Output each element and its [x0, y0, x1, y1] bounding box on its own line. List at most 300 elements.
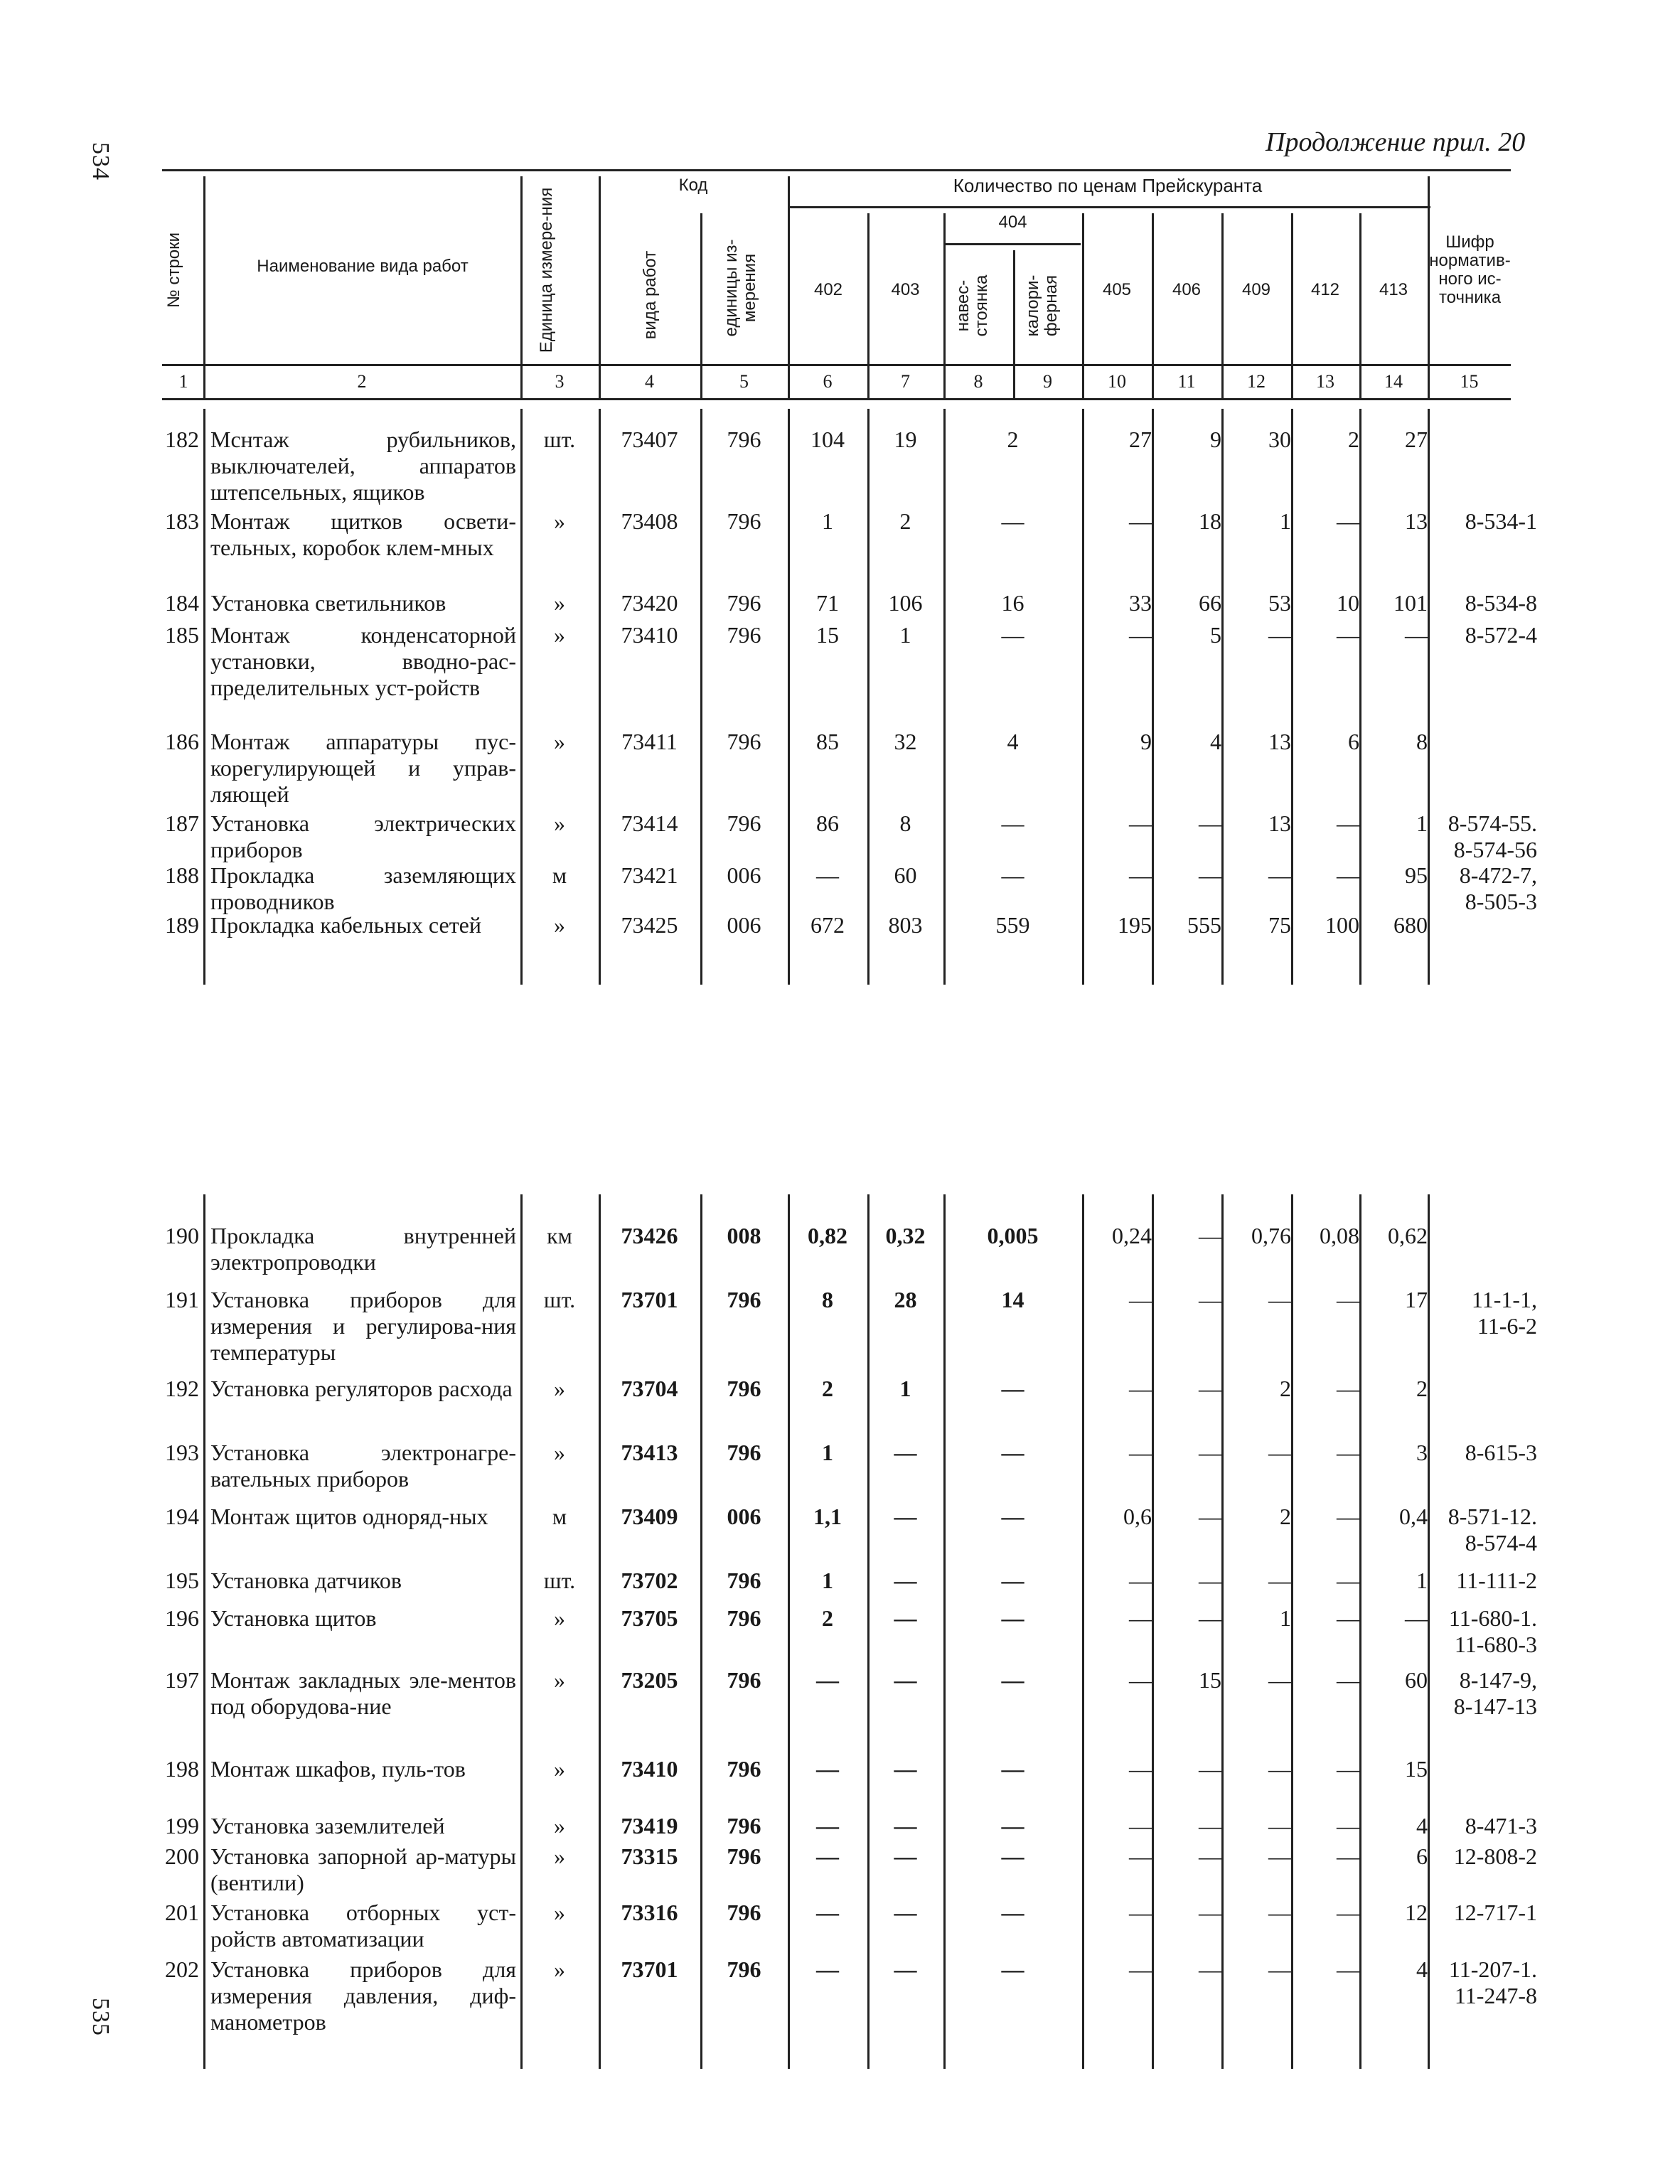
cell-p404: —: [1001, 1568, 1024, 1593]
cell-name: Установка светильников: [210, 590, 446, 616]
cell-p412: 100: [1325, 912, 1359, 938]
header-vline: [867, 213, 870, 398]
cell-n: 202: [165, 1956, 199, 1982]
cell-n: 192: [165, 1376, 199, 1401]
colnum: 6: [823, 371, 833, 392]
cell-p404: —: [1001, 1667, 1024, 1693]
cell-unit: »: [554, 508, 565, 534]
cell-p404: 0,005: [987, 1223, 1039, 1248]
cell-p405: —: [1129, 1956, 1152, 1982]
cell-p403: 32: [894, 729, 917, 754]
cell-name: Монтаж шкафов, пуль-тов: [210, 1756, 466, 1782]
cell-ucode: 796: [727, 1440, 761, 1465]
cell-p402: —: [816, 862, 839, 888]
cell-p405: —: [1129, 1440, 1152, 1465]
header-vline: [943, 213, 946, 398]
cell-ucode: 796: [727, 729, 761, 754]
header-unit: Единица измере-ния: [537, 187, 556, 353]
cell-p404: 4: [1007, 729, 1019, 754]
cell-n: 200: [165, 1843, 199, 1869]
cell-p405: —: [1129, 810, 1152, 836]
header-p405: 405: [1102, 280, 1132, 299]
cell-n: 191: [165, 1287, 199, 1312]
cell-p412: —: [1337, 810, 1359, 836]
header-vline: [520, 176, 523, 398]
cell-p412: 10: [1337, 590, 1359, 616]
cell-code: 73421: [621, 862, 678, 888]
cell-n: 190: [165, 1223, 199, 1248]
cell-src: 11-680-1. 11-680-3: [1448, 1605, 1537, 1657]
cell-p409: —: [1268, 1813, 1291, 1838]
cell-p402: 85: [816, 729, 839, 754]
cell-p413: 12: [1405, 1900, 1428, 1925]
cell-name: Монтаж щитов одноряд-ных: [210, 1504, 488, 1529]
cell-code: 73701: [621, 1287, 678, 1312]
cell-ucode: 796: [727, 1900, 761, 1925]
cell-ucode: 796: [727, 1956, 761, 1982]
cell-p402: 1: [822, 1568, 833, 1593]
header-vline: [203, 176, 205, 398]
column-rule: [1082, 1194, 1084, 2069]
cell-p402: 71: [816, 590, 839, 616]
cell-p412: 6: [1348, 729, 1359, 754]
header-p404-shed: навес-стоянка: [953, 274, 991, 337]
cell-code: 73410: [621, 622, 678, 648]
cell-p402: 8: [822, 1287, 833, 1312]
cell-p409: —: [1268, 1568, 1291, 1593]
column-rule: [203, 1194, 205, 2069]
cell-code: 73702: [621, 1568, 678, 1593]
cell-code: 73410: [621, 1756, 678, 1782]
cell-n: 183: [165, 508, 199, 534]
cell-p409: 0,76: [1251, 1223, 1291, 1248]
column-rule: [1152, 1194, 1154, 2069]
cell-p402: —: [816, 1813, 839, 1838]
cell-n: 194: [165, 1504, 199, 1529]
cell-p406: 4: [1210, 729, 1221, 754]
cell-p413: 15: [1405, 1756, 1428, 1782]
cell-p403: 1: [899, 1376, 911, 1401]
cell-p403: 2: [899, 508, 911, 534]
cell-src: 8-471-3: [1465, 1813, 1537, 1838]
header-vline: [1082, 213, 1084, 398]
cell-p413: 17: [1405, 1287, 1428, 1312]
colnum: 5: [739, 371, 749, 392]
cell-p409: 30: [1268, 427, 1291, 452]
cell-n: 184: [165, 590, 199, 616]
cell-name: Монтаж закладных эле-ментов под оборудова-ние: [210, 1667, 516, 1719]
cell-ucode: 796: [727, 508, 761, 534]
cell-code: 73425: [621, 912, 678, 938]
column-rule: [1291, 1194, 1293, 2069]
cell-p402: 672: [810, 912, 845, 938]
cell-unit: »: [554, 1440, 565, 1465]
cell-p413: 3: [1416, 1440, 1428, 1465]
cell-p403: —: [894, 1956, 917, 1982]
header-p402: 402: [813, 280, 843, 299]
colnum: 9: [1043, 371, 1052, 392]
cell-p405: 9: [1140, 729, 1152, 754]
cell-p413: 0,4: [1399, 1504, 1428, 1529]
cell-p404: —: [1001, 1756, 1024, 1782]
cell-p413: 2: [1416, 1376, 1428, 1401]
header-code-unit: единицы из-мерения: [722, 239, 759, 337]
cell-p412: —: [1337, 1843, 1359, 1869]
cell-n: 196: [165, 1605, 199, 1631]
cell-name: Монтаж аппаратуры пус-корегулирующей и управ-ляющей: [210, 729, 516, 807]
cell-p403: —: [894, 1900, 917, 1925]
cell-ucode: 796: [727, 1843, 761, 1869]
header-code: Код: [678, 176, 708, 195]
cell-unit: »: [554, 1605, 565, 1631]
cell-p406: —: [1199, 1843, 1221, 1869]
column-rule: [788, 1194, 790, 2069]
cell-code: 73315: [621, 1843, 678, 1869]
cell-name: Установка запорной ар-матуры (вентили): [210, 1843, 516, 1895]
cell-src: 8-615-3: [1465, 1440, 1537, 1465]
header-bottom-rule: [162, 364, 1511, 366]
cell-p412: —: [1337, 1900, 1359, 1925]
cell-p413: 95: [1405, 862, 1428, 888]
cell-ucode: 796: [727, 590, 761, 616]
cell-p404: —: [1001, 508, 1024, 534]
cell-p402: —: [816, 1843, 839, 1869]
cell-p403: —: [894, 1756, 917, 1782]
cell-p405: 0,24: [1112, 1223, 1152, 1248]
p404-subheader-rule: [946, 243, 1081, 245]
header-p404-calorifer: калори-ферная: [1023, 274, 1061, 337]
colnum: 12: [1247, 371, 1266, 392]
cell-p405: —: [1129, 1900, 1152, 1925]
column-rule: [1359, 409, 1361, 985]
cell-p404: —: [1001, 1843, 1024, 1869]
cell-ucode: 796: [727, 622, 761, 648]
column-rule: [203, 409, 205, 985]
cell-p413: 4: [1416, 1813, 1428, 1838]
cell-p403: —: [894, 1568, 917, 1593]
cell-unit: »: [554, 622, 565, 648]
cell-src: 8-534-8: [1465, 590, 1537, 616]
running-head: Продолжение прил. 20: [1266, 127, 1526, 157]
cell-p403: —: [894, 1667, 917, 1693]
cell-ucode: 796: [727, 1756, 761, 1782]
cell-src: 8-472-7, 8-505-3: [1459, 862, 1537, 914]
cell-n: 189: [165, 912, 199, 938]
cell-n: 198: [165, 1756, 199, 1782]
cell-p404: —: [1001, 622, 1024, 648]
cell-p406: 9: [1210, 427, 1221, 452]
cell-p405: 0,6: [1123, 1504, 1152, 1529]
cell-src: 8-572-4: [1465, 622, 1537, 648]
cell-p404: —: [1001, 862, 1024, 888]
column-rule: [700, 409, 702, 985]
cell-p405: —: [1129, 622, 1152, 648]
cell-unit: »: [554, 1756, 565, 1782]
cell-p404: —: [1001, 1440, 1024, 1465]
cell-p405: —: [1129, 508, 1152, 534]
header-qty: Количество по ценам Прейскуранта: [953, 175, 1263, 196]
cell-p412: —: [1337, 1813, 1359, 1838]
header-vline: [1359, 213, 1361, 398]
cell-p403: —: [894, 1504, 917, 1529]
colnum: 7: [901, 371, 910, 392]
column-rule: [867, 1194, 870, 2069]
cell-p405: —: [1129, 1287, 1152, 1312]
cell-p409: 13: [1268, 729, 1291, 754]
cell-n: 187: [165, 810, 199, 836]
header-p404: 404: [998, 213, 1027, 232]
cell-p404: —: [1001, 1813, 1024, 1838]
cell-p406: —: [1199, 1287, 1221, 1312]
cell-p405: —: [1129, 862, 1152, 888]
cell-p404: —: [1001, 810, 1024, 836]
cell-code: 73316: [621, 1900, 678, 1925]
page-number-top: 534: [87, 142, 114, 181]
column-rule: [1428, 1194, 1430, 2069]
cell-p403: 0,32: [885, 1223, 926, 1248]
cell-p405: 33: [1129, 590, 1152, 616]
cell-p402: —: [816, 1900, 839, 1925]
cell-n: 195: [165, 1568, 199, 1593]
cell-p402: —: [816, 1756, 839, 1782]
cell-ucode: 796: [727, 1813, 761, 1838]
column-rule: [1221, 409, 1224, 985]
cell-p406: —: [1199, 1504, 1221, 1529]
cell-unit: »: [554, 1376, 565, 1401]
header-vline: [1221, 213, 1224, 398]
cell-name: Установка заземлителей: [210, 1813, 445, 1838]
cell-p413: 13: [1405, 508, 1428, 534]
cell-p404: —: [1001, 1504, 1024, 1529]
cell-n: 182: [165, 427, 199, 452]
cell-p404: —: [1001, 1900, 1024, 1925]
cell-p406: 5: [1210, 622, 1221, 648]
cell-src: 8-534-1: [1465, 508, 1537, 534]
cell-p409: 1: [1280, 508, 1291, 534]
cell-p403: 106: [888, 590, 923, 616]
cell-code: 73408: [621, 508, 678, 534]
colnum: 11: [1177, 371, 1196, 392]
cell-name: Установка отборных уст-ройств автоматизации: [210, 1900, 516, 1952]
cell-code: 73701: [621, 1956, 678, 1982]
cell-p409: 13: [1268, 810, 1291, 836]
cell-p409: 75: [1268, 912, 1291, 938]
cell-name: Установка электронагре-вательных приборов: [210, 1440, 516, 1492]
cell-p409: —: [1268, 862, 1291, 888]
cell-p412: —: [1337, 1504, 1359, 1529]
cell-p406: —: [1199, 1605, 1221, 1631]
cell-unit: шт.: [543, 1287, 576, 1312]
page-number-bottom: 535: [87, 1998, 114, 2036]
cell-p402: 2: [822, 1376, 833, 1401]
cell-p413: 680: [1393, 912, 1428, 938]
cell-ucode: 006: [727, 912, 761, 938]
cell-name: Прокладка заземляющих проводников: [210, 862, 516, 914]
cell-p409: —: [1268, 1440, 1291, 1465]
header-p406: 406: [1172, 280, 1202, 299]
cell-p404: 559: [995, 912, 1030, 938]
cell-p412: 0,08: [1320, 1223, 1359, 1248]
header-work-name: Наименование вида работ: [257, 257, 469, 276]
cell-p412: —: [1337, 1956, 1359, 1982]
cell-ucode: 796: [727, 810, 761, 836]
cell-ucode: 796: [727, 1667, 761, 1693]
cell-name: Установка приборов для измерения давления, диф-манометров: [210, 1956, 516, 2035]
cell-p402: 15: [816, 622, 839, 648]
cell-p413: 6: [1416, 1843, 1428, 1869]
cell-p412: —: [1337, 1287, 1359, 1312]
cell-p403: —: [894, 1605, 917, 1631]
cell-ucode: 796: [727, 1605, 761, 1631]
cell-p405: —: [1129, 1813, 1152, 1838]
column-rule: [943, 1194, 946, 2069]
cell-n: 201: [165, 1900, 199, 1925]
cell-p409: —: [1268, 1956, 1291, 1982]
cell-n: 193: [165, 1440, 199, 1465]
cell-p412: —: [1337, 1756, 1359, 1782]
cell-code: 73409: [621, 1504, 678, 1529]
column-rule: [1221, 1194, 1224, 2069]
colnum: 10: [1108, 371, 1126, 392]
cell-p406: 18: [1199, 508, 1221, 534]
cell-p413: —: [1405, 1605, 1428, 1631]
column-rule: [599, 409, 601, 985]
cell-p406: —: [1199, 1813, 1221, 1838]
cell-code: 73407: [621, 427, 678, 452]
cell-unit: м: [552, 862, 567, 888]
cell-src: 12-808-2: [1453, 1843, 1537, 1869]
cell-n: 188: [165, 862, 199, 888]
cell-name: Мснтаж рубильников, выключателей, аппаратов штепсельных, ящиков: [210, 427, 516, 505]
cell-ucode: 796: [727, 1287, 761, 1312]
cell-name: Установка электрических приборов: [210, 810, 516, 862]
cell-p405: —: [1129, 1568, 1152, 1593]
cell-p402: —: [816, 1667, 839, 1693]
cell-n: 185: [165, 622, 199, 648]
cell-name: Установка щитов: [210, 1605, 377, 1631]
header-vline: [700, 213, 702, 398]
colnum: 15: [1460, 371, 1479, 392]
cell-p402: 1: [822, 1440, 833, 1465]
header-top-rule: [162, 169, 1511, 171]
column-rule: [788, 409, 790, 985]
cell-p413: 101: [1393, 590, 1428, 616]
cell-p413: 60: [1405, 1667, 1428, 1693]
cell-p412: —: [1337, 1605, 1359, 1631]
cell-p412: —: [1337, 862, 1359, 888]
cell-p405: —: [1129, 1843, 1152, 1869]
cell-p406: 15: [1199, 1667, 1221, 1693]
column-rule: [599, 1194, 601, 2069]
cell-n: 186: [165, 729, 199, 754]
cell-p404: —: [1001, 1956, 1024, 1982]
colnum-bottom-rule: [162, 398, 1511, 400]
cell-p409: 1: [1280, 1605, 1291, 1631]
cell-p403: 8: [899, 810, 911, 836]
cell-unit: м: [552, 1504, 567, 1529]
cell-ucode: 796: [727, 1568, 761, 1593]
column-rule: [1291, 409, 1293, 985]
cell-p413: 0,62: [1388, 1223, 1428, 1248]
cell-code: 73413: [621, 1440, 678, 1465]
cell-p406: 66: [1199, 590, 1221, 616]
cell-p402: 86: [816, 810, 839, 836]
cell-p412: —: [1337, 1667, 1359, 1693]
column-rule: [1359, 1194, 1361, 2069]
cell-code: 73420: [621, 590, 678, 616]
header-vline: [599, 176, 601, 398]
cell-name: Монтаж щитков освети-тельных, коробок клем-мных: [210, 508, 516, 560]
cell-p406: 555: [1187, 912, 1221, 938]
cell-p405: —: [1129, 1605, 1152, 1631]
cell-p413: 8: [1416, 729, 1428, 754]
cell-p412: —: [1337, 1376, 1359, 1401]
cell-p412: —: [1337, 622, 1359, 648]
cell-name: Прокладка внутренней электропроводки: [210, 1223, 516, 1275]
cell-p406: —: [1199, 1956, 1221, 1982]
cell-unit: км: [547, 1223, 572, 1248]
cell-p412: 2: [1348, 427, 1359, 452]
cell-unit: »: [554, 810, 565, 836]
header-vline: [1152, 213, 1154, 398]
column-rule: [520, 409, 523, 985]
cell-p402: 2: [822, 1605, 833, 1631]
cell-ucode: 006: [727, 1504, 761, 1529]
cell-unit: »: [554, 590, 565, 616]
cell-p404: 2: [1007, 427, 1019, 452]
cell-p409: —: [1268, 1287, 1291, 1312]
column-rule: [700, 1194, 702, 2069]
cell-p413: 1: [1416, 1568, 1428, 1593]
cell-p405: 195: [1118, 912, 1152, 938]
header-vline: [1291, 213, 1293, 398]
cell-p402: 1,1: [813, 1504, 842, 1529]
cell-p409: —: [1268, 1900, 1291, 1925]
column-rule: [943, 409, 946, 985]
cell-p412: —: [1337, 1568, 1359, 1593]
column-rule: [520, 1194, 523, 2069]
cell-p406: —: [1199, 1756, 1221, 1782]
cell-p403: —: [894, 1843, 917, 1869]
cell-n: 197: [165, 1667, 199, 1693]
cell-p405: —: [1129, 1756, 1152, 1782]
cell-p412: —: [1337, 1440, 1359, 1465]
cell-name: Установка приборов для измерения и регулирова-ния температуры: [210, 1287, 516, 1365]
cell-p404: 14: [1001, 1287, 1024, 1312]
cell-p402: 0,82: [808, 1223, 847, 1248]
cell-p404: —: [1001, 1376, 1024, 1401]
cell-ucode: 796: [727, 1376, 761, 1401]
cell-src: 12-717-1: [1453, 1900, 1537, 1925]
colnum: 3: [555, 371, 565, 392]
cell-code: 73419: [621, 1813, 678, 1838]
cell-p403: 1: [899, 622, 911, 648]
colnum: 4: [645, 371, 654, 392]
cell-ucode: 006: [727, 862, 761, 888]
cell-code: 73704: [621, 1376, 678, 1401]
cell-p409: —: [1268, 1667, 1291, 1693]
cell-src: 11-1-1, 11-6-2: [1471, 1287, 1537, 1339]
cell-p402: 1: [822, 508, 833, 534]
cell-p406: —: [1199, 1900, 1221, 1925]
cell-p404: 16: [1001, 590, 1024, 616]
cell-src: 11-111-2: [1456, 1568, 1537, 1593]
cell-p406: —: [1199, 1440, 1221, 1465]
cell-unit: »: [554, 1900, 565, 1925]
cell-unit: шт.: [543, 427, 576, 452]
cell-code: 73426: [621, 1223, 678, 1248]
cell-p409: —: [1268, 1843, 1291, 1869]
